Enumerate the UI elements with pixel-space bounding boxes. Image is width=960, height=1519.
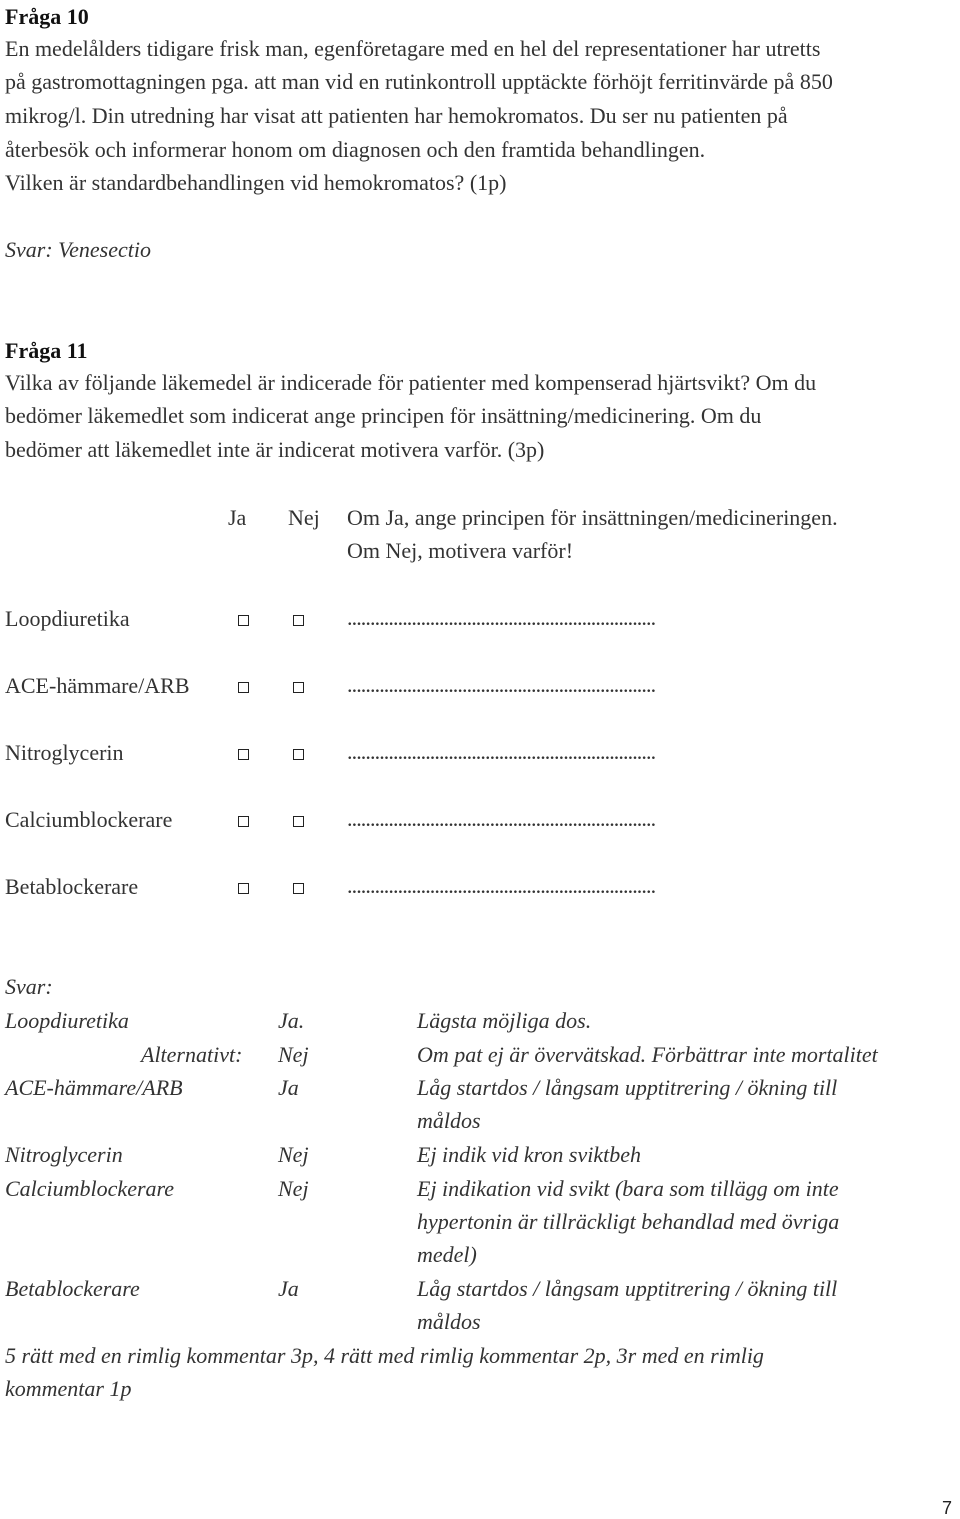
drug-name: Calciumblockerare <box>5 807 173 832</box>
answer-drug: Loopdiuretika <box>5 1008 129 1033</box>
answer-verdict: Ja <box>278 1276 299 1301</box>
answer-verdict: Nej <box>278 1176 309 1201</box>
answer-comment: måldos <box>417 1108 481 1133</box>
q10-text-line: mikrog/l. Din utredning har visat att patienten har hemokromatos. Du ser nu patienten på <box>5 103 788 128</box>
q11-heading: Fråga 11 <box>5 338 88 363</box>
drug-name: Loopdiuretika <box>5 606 130 631</box>
q11-text-line: Vilka av följande läkemedel är indicerade för patienter med kompenserad hjärtsvikt? Om du <box>5 370 817 395</box>
answer-comment: Om pat ej är övervätskad. Förbättrar inte mortalitet <box>417 1042 878 1067</box>
scoring-line: kommentar 1p <box>5 1376 132 1401</box>
q10-heading: Fråga 10 <box>5 4 89 29</box>
ja-checkbox[interactable] <box>238 883 249 894</box>
answer-drug: Nitroglycerin <box>5 1142 123 1167</box>
answer-comment: Ej indikation vid svikt (bara som tillägg om inte <box>417 1176 839 1201</box>
q10-text-line: En medelålders tidigare frisk man, egenföretagare med en hel del representationer har utretts <box>5 36 821 61</box>
answer-blank: ................................................................... <box>347 873 656 898</box>
drug-name: ACE-hämmare/ARB <box>5 673 190 698</box>
answer-drug: Calciumblockerare <box>5 1176 175 1201</box>
answer-comment: måldos <box>417 1309 481 1334</box>
answer-comment: Ej indik vid kron sviktbeh <box>417 1142 642 1167</box>
column-header-nej: Nej <box>288 505 320 530</box>
q10-question-line: Vilken är standardbehandlingen vid hemokromatos? (1p) <box>5 170 507 195</box>
answer-verdict: Nej <box>278 1142 309 1167</box>
scoring-line: 5 rätt med en rimlig kommentar 3p, 4 rätt med rimlig kommentar 2p, 3r med en rimlig <box>5 1343 764 1368</box>
q10-answer: Svar: Venesectio <box>5 237 151 262</box>
answer-verdict: Ja. <box>278 1008 305 1033</box>
ja-checkbox[interactable] <box>238 749 249 760</box>
ja-checkbox[interactable] <box>238 816 249 827</box>
ja-checkbox[interactable] <box>238 615 249 626</box>
nej-checkbox[interactable] <box>293 682 304 693</box>
drug-name: Nitroglycerin <box>5 740 124 765</box>
column-header-instruction-1: Om Ja, ange principen för insättningen/medicineringen. <box>347 505 838 530</box>
answer-blank: ................................................................... <box>347 672 656 697</box>
page-number: 7 <box>942 1498 953 1518</box>
ja-checkbox[interactable] <box>238 682 249 693</box>
nej-checkbox[interactable] <box>293 883 304 894</box>
column-header-instruction-2: Om Nej, motivera varför! <box>347 538 574 563</box>
column-header-ja: Ja <box>228 505 247 530</box>
nej-checkbox[interactable] <box>293 749 304 760</box>
answer-drug: ACE-hämmare/ARB <box>5 1075 183 1100</box>
nej-checkbox[interactable] <box>293 816 304 827</box>
q11-text-line: bedömer att läkemedlet inte är indicerat motivera varför. (3p) <box>5 437 545 462</box>
answer-comment: medel) <box>417 1242 477 1267</box>
answer-verdict: Ja <box>278 1075 299 1100</box>
answer-drug: Alternativt: <box>141 1042 243 1067</box>
answer-comment: Låg startdos / långsam upptitrering / ökning till <box>417 1075 838 1100</box>
answer-comment: Lägsta möjliga dos. <box>417 1008 592 1033</box>
q11-text-line: bedömer läkemedlet som indicerat ange principen för insättning/medicinering. Om du <box>5 403 762 428</box>
q10-text-line: återbesök och informerar honom om diagnosen och den framtida behandlingen. <box>5 137 706 162</box>
q10-text-line: på gastromottagningen pga. att man vid en rutinkontroll upptäckte förhöjt ferritinvärde på 850 <box>5 69 833 94</box>
answer-verdict: Nej <box>278 1042 309 1067</box>
nej-checkbox[interactable] <box>293 615 304 626</box>
drug-name: Betablockerare <box>5 874 139 899</box>
answer-comment: Låg startdos / långsam upptitrering / ökning till <box>417 1276 838 1301</box>
answer-blank: ................................................................... <box>347 605 656 630</box>
answer-comment: hypertonin är tillräckligt behandlad med övriga <box>417 1209 840 1234</box>
answer-drug: Betablockerare <box>5 1276 140 1301</box>
answer-blank: ................................................................... <box>347 806 656 831</box>
answer-blank: ................................................................... <box>347 739 656 764</box>
q11-answer-label: Svar: <box>5 974 53 999</box>
